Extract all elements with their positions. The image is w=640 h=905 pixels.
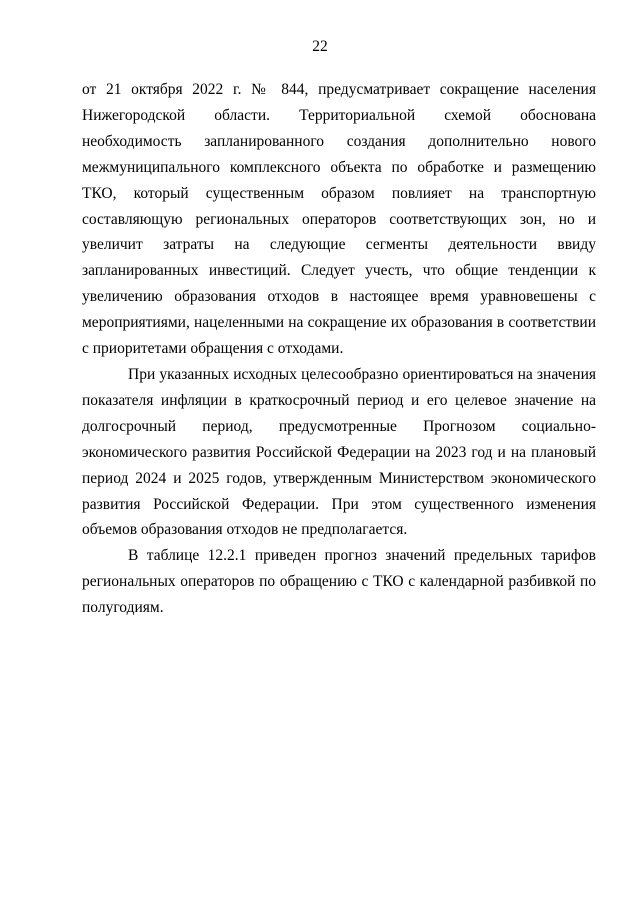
- text-line: региональных операторов по обращению с ТКО с календарной разбивкой по: [82, 573, 596, 591]
- text-line: ТКО, который существенным образом повлияет на транспортную: [82, 184, 596, 202]
- text-line: увеличит затраты на следующие сегменты деятельности ввиду: [82, 236, 596, 254]
- text-line: экономического развития Российской Федерации на 2023 год и на плановый: [82, 443, 596, 461]
- text-line: развития Российской Федерации. При этом существенного изменения: [82, 495, 596, 513]
- text-line: увеличению образования отходов в настоящее время уравновешены с: [82, 288, 596, 306]
- text-line: запланированных инвестиций. Следует учесть, что общие тенденции к: [82, 262, 596, 280]
- text-line: объемов образования отходов не предполагается.: [82, 521, 408, 539]
- text-line: мероприятиями, нацеленными на сокращение их образования в соответствии: [82, 314, 596, 332]
- page-number: 22: [312, 38, 328, 55]
- paragraph-3: [82, 543, 596, 621]
- text-line: с приоритетами обращения с отходами.: [82, 340, 344, 358]
- text-line: межмуниципального комплексного объекта по обработке и размещению: [82, 158, 596, 176]
- document-body: [82, 77, 596, 621]
- text-line: долгосрочный период, предусмотренные Прогнозом социально-: [82, 417, 596, 435]
- text-line: Нижегородской области. Территориальной схемой обоснована: [82, 106, 596, 124]
- text-line: период 2024 и 2025 годов, утвержденным Министерством экономического: [82, 469, 596, 487]
- text-line: показателя инфляции в краткосрочный период и его целевое значение на: [82, 391, 596, 409]
- paragraph-2: [82, 362, 596, 543]
- text-line: от 21 октября 2022 г. № 844, предусматривает сокращение населения: [82, 81, 596, 98]
- paragraph-1: [82, 77, 596, 362]
- text-line: При указанных исходных целесообразно ориентироваться на значения: [128, 365, 596, 383]
- text-line: составляющую региональных операторов соответствующих зон, но и: [82, 210, 596, 228]
- text-line: В таблице 12.2.1 приведен прогноз значений предельных тарифов: [128, 547, 596, 565]
- text-line: полугодиям.: [82, 599, 164, 617]
- text-line: необходимость запланированного создания дополнительно нового: [82, 132, 596, 150]
